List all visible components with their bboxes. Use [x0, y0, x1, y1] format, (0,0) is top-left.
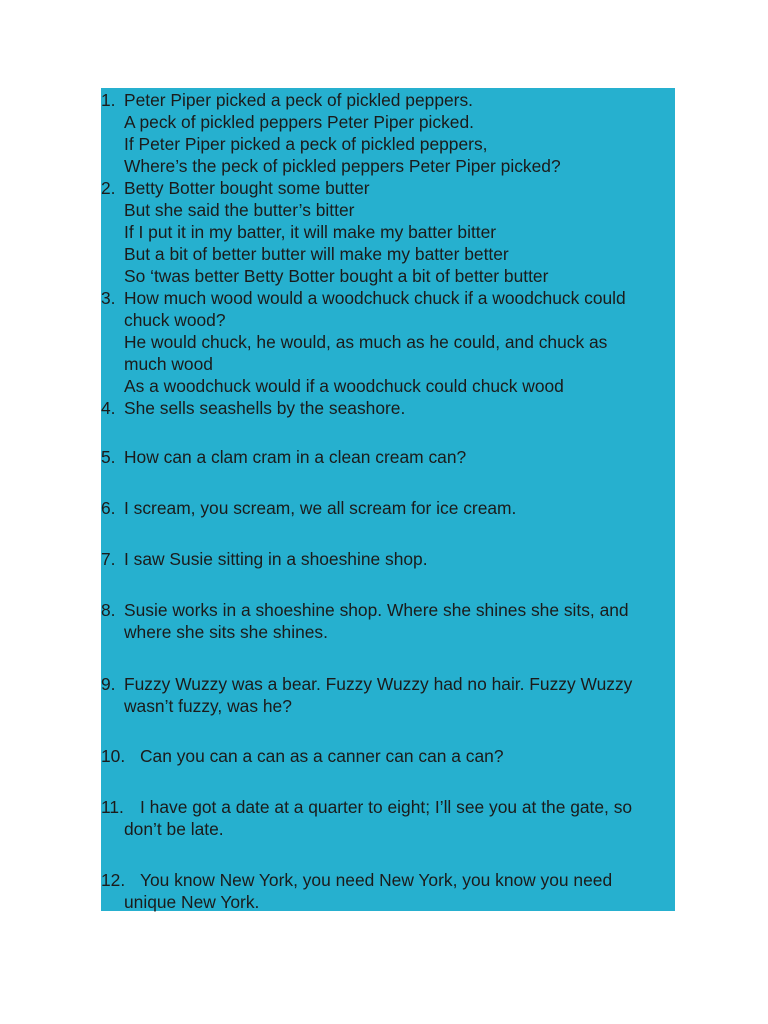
- item-text: Where’s the peck of pickled peppers Peter Piper picked?: [124, 156, 561, 176]
- item-text: But she said the butter’s bitter: [124, 200, 355, 220]
- item-text: Can you can a can as a canner can can a can?: [140, 746, 504, 766]
- item-number: 6.: [101, 498, 116, 518]
- item-text: But a bit of better butter will make my batter better: [124, 244, 509, 264]
- item-text: He would chuck, he would, as much as he could, and chuck as: [124, 332, 608, 352]
- item-text: I scream, you scream, we all scream for ice cream.: [124, 498, 517, 518]
- item-text: Fuzzy Wuzzy was a bear. Fuzzy Wuzzy had no hair. Fuzzy Wuzzy: [124, 674, 633, 694]
- item-text: where she sits she shines.: [124, 622, 328, 642]
- item-number: 7.: [101, 549, 116, 569]
- item-number: 12.: [101, 870, 126, 890]
- item-number: 3.: [101, 288, 116, 308]
- item-text: I have got a date at a quarter to eight; I’ll see you at the gate, so: [140, 797, 633, 817]
- tongue-twister-panel: [101, 88, 675, 911]
- item-text: unique New York.: [124, 892, 260, 912]
- item-text: don’t be late.: [124, 819, 224, 839]
- item-text: Susie works in a shoeshine shop. Where she shines she sits, and: [124, 600, 629, 620]
- item-number: 11.: [101, 797, 124, 817]
- item-text: Peter Piper picked a peck of pickled peppers.: [124, 90, 473, 110]
- item-number: 10.: [101, 746, 126, 766]
- item-text: I saw Susie sitting in a shoeshine shop.: [124, 549, 428, 569]
- item-text: As a woodchuck would if a woodchuck could chuck wood: [124, 376, 564, 396]
- item-text: If I put it in my batter, it will make my batter bitter: [124, 222, 497, 242]
- item-text: chuck wood?: [124, 310, 226, 330]
- item-number: 1.: [101, 90, 116, 110]
- item-number: 8.: [101, 600, 116, 620]
- item-text: So ‘twas better Betty Botter bought a bit of better butter: [124, 266, 549, 286]
- item-number: 5.: [101, 447, 116, 467]
- item-number: 4.: [101, 398, 116, 418]
- item-text: A peck of pickled peppers Peter Piper picked.: [124, 112, 474, 132]
- item-number: 2.: [101, 178, 116, 198]
- item-text: You know New York, you need New York, you know you need: [140, 870, 613, 890]
- item-text: How can a clam cram in a clean cream can?: [124, 447, 467, 467]
- item-text: much wood: [124, 354, 213, 374]
- item-text: wasn’t fuzzy, was he?: [124, 696, 292, 716]
- item-text: How much wood would a woodchuck chuck if a woodchuck could: [124, 288, 626, 308]
- item-number: 9.: [101, 674, 116, 694]
- item-text: If Peter Piper picked a peck of pickled peppers,: [124, 134, 488, 154]
- item-text: She sells seashells by the seashore.: [124, 398, 406, 418]
- item-text: Betty Botter bought some butter: [124, 178, 370, 198]
